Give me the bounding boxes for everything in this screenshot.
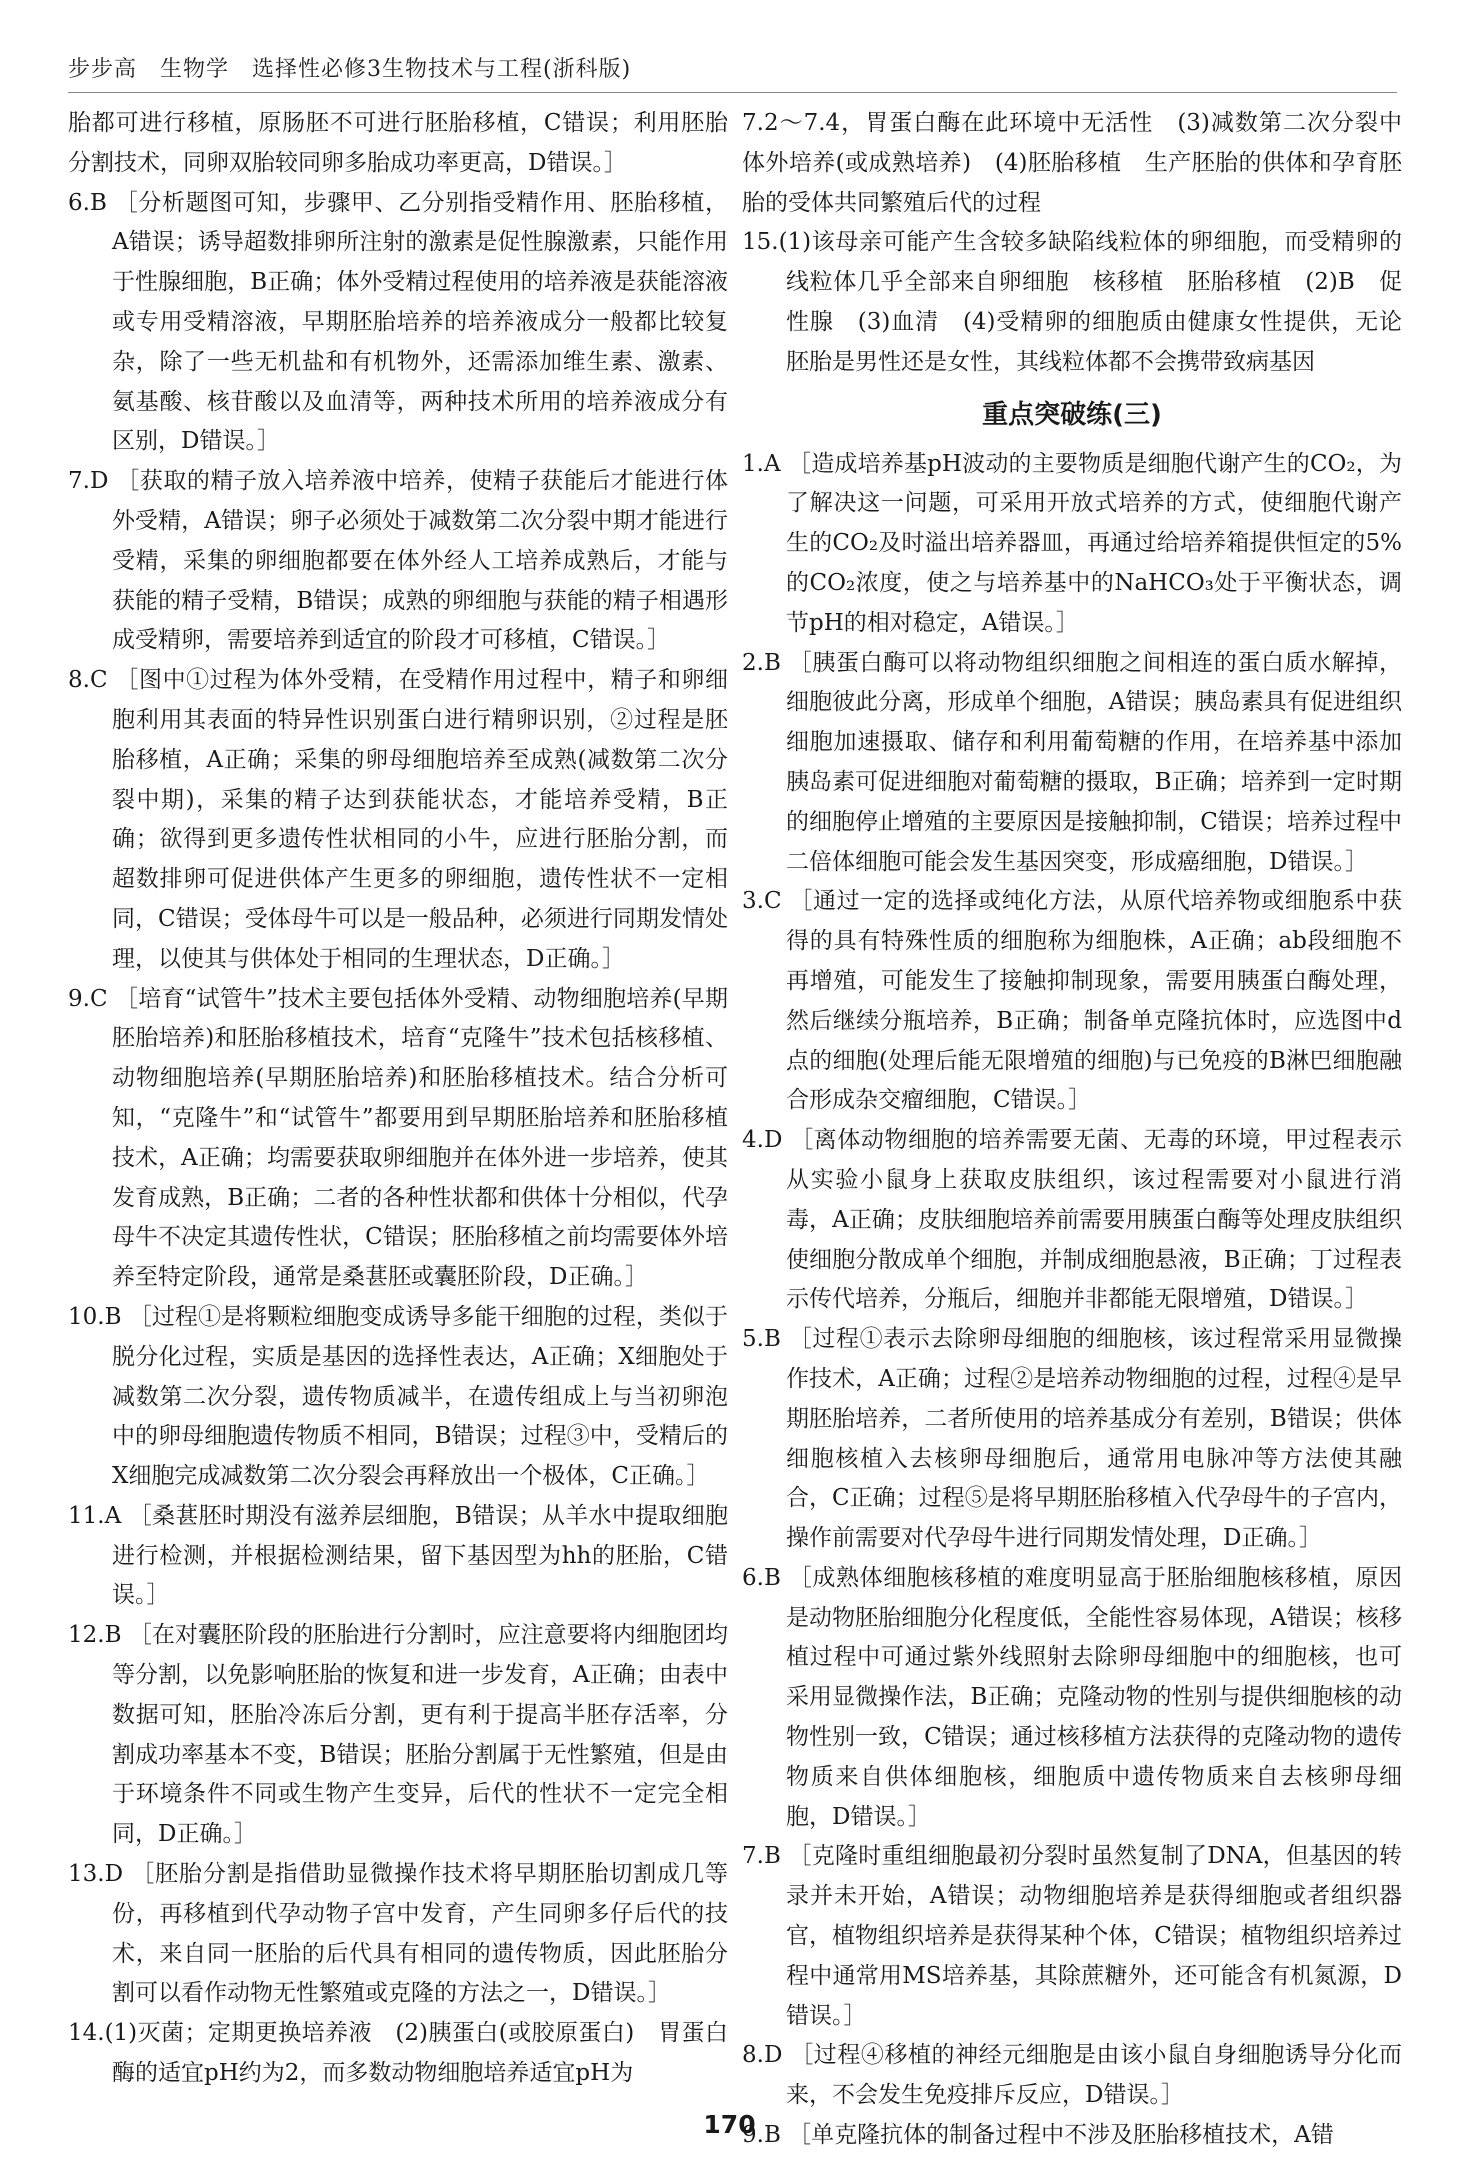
answer-item: 9.B ［单克隆抗体的制备过程中不涉及胚胎移植技术，A错 [742,2122,1334,2149]
answer-item: 8.C ［图中①过程为体外受精，在受精作用过程中，精子和卵细胞利用其表面的特异性识别蛋白进行精卵识别，②过程是胚胎移植，A正确；采集的卵母细胞培养至成熟(减数第二次分裂中期)，采集的精子达到获能状态，才能培养受精，B正确；欲得到更多遗传性状相同的小牛，应进行胚胎分割，而超数排卵可促进供体产生更多的卵细胞，遗传性状不一定相同，C错误；受体母牛可以是一般品种，必须进行同期发情处理，以使其与供体处于相同的生理状态，D正确。］ [68,667,728,972]
answer-item: 7.D ［获取的精子放入培养液中培养，使精子获能后才能进行体外受精，A错误；卵子必须处于减数第二次分裂中期才能进行受精，采集的卵细胞都要在体外经人工培养成熟后，才能与获能的精子受精，B错误；成熟的卵细胞与获能的精子相遇形成受精卵，需要培养到适宜的阶段才可移植，C错误。］ [68,468,728,654]
answer-item: 7.B ［克隆时重组细胞最初分裂时虽然复制了DNA，但基因的转录并未开始，A错误；动物细胞培养是获得细胞或者组织器官，植物组织培养是获得某种个体，C错误；植物组织培养过程中通常用MS培养基，其除蔗糖外，还可能含有机氮源，D错误。］ [742,1843,1402,2029]
answer-item: 14.(1)灭菌；定期更换培养液 (2)胰蛋白(或胶原蛋白) 胃蛋白酶的适宜pH约为2，而多数动物细胞培养适宜pH为 [68,2020,728,2087]
answer-item: 2.B ［胰蛋白酶可以将动物组织细胞之间相连的蛋白质水解掉，细胞彼此分离，形成单个细胞，A错误；胰岛素具有促进组织细胞加速摄取、储存和利用葡萄糖的作用，在培养基中添加胰岛素可促进细胞对葡萄糖的摄取，B正确；培养到一定时期的细胞停止增殖的主要原因是接触抑制，C错误；培养过程中二倍体细胞可能会发生基因突变，形成癌细胞，D错误。］ [742,649,1402,875]
continued-answer-text: 胎都可进行移植，原肠胚不可进行胚胎移植，C错误；利用胚胎分割技术，同卵双胎较同卵多胎成功率更高，D错误。］ [68,110,728,176]
answer-item: 1.A ［造成培养基pH波动的主要物质是细胞代谢产生的CO₂，为了解决这一问题，可采用开放式培养的方式，使细胞代谢产生的CO₂及时溢出培养器皿，再通过给培养箱提供恒定的5%的CO₂浓度，使之与培养基中的NaHCO₃处于平衡状态，调节pH的相对稳定，A错误。］ [742,450,1402,636]
answer-item: 9.C ［培育“试管牛”技术主要包括体外受精、动物细胞培养(早期胚胎培养)和胚胎移植技术，培育“克隆牛”技术包括核移植、动物细胞培养(早期胚胎培养)和胚胎移植技术。结合分析可知，“克隆牛”和“试管牛”都要用到早期胚胎培养和胚胎移植技术，A正确；均需要获取卵细胞并在体外进一步培养，使其发育成熟，B正确；二者的各种性状都和供体十分相似，代孕母牛不决定其遗传性状，C错误；胚胎移植之前均需要体外培养至特定阶段，通常是桑葚胚或囊胚阶段，D正确。］ [68,985,728,1291]
answer-item: 12.B ［在对囊胚阶段的胚胎进行分割时，应注意要将内细胞团均等分割，以免影响胚胎的恢复和进一步发育，A正确；由表中数据可知，胚胎冷冻后分割，更有利于提高半胚存活率，分割成功率基本不变，B错误；胚胎分割属于无性繁殖，但是由于环境条件不同或生物产生变异，后代的性状不一定完全相同，D正确。］ [68,1622,728,1848]
answer-item: 3.C ［通过一定的选择或纯化方法，从原代培养物或细胞系中获得的具有特殊性质的细胞称为细胞株，A正确；ab段细胞不再增殖，可能发生了接触抑制现象，需要用胰蛋白酶处理，然后继续分瓶培养，B正确；制备单克隆抗体时，应选图中d点的细胞(处理后能无限增殖的细胞)与已免疫的B淋巴细胞融合形成杂交瘤细胞，C错误。］ [742,888,1402,1114]
answer-item: 4.D ［离体动物细胞的培养需要无菌、无毒的环境，甲过程表示从实验小鼠身上获取皮肤组织，该过程需要对小鼠进行消毒，A正确；皮肤细胞培养前需要用胰蛋白酶等处理皮肤组织使细胞分散成单个细胞，并制成细胞悬液，B正确；丁过程表示传代培养，分瓶后，细胞并非都能无限增殖，D错误。］ [742,1127,1402,1313]
running-header: 步步高 生物学 选择性必修3生物技术与工程(浙科版) [68,57,632,82]
right-column [742,104,1425,2156]
header-rule [68,92,1397,93]
section-title: 重点突破练(三) [982,399,1162,430]
answer-item: 8.D ［过程④移植的神经元细胞是由该小鼠自身细胞诱导分化而来，不会发生免疫排斥反应，D错误。］ [742,2042,1402,2109]
right-column-top [742,104,1425,383]
left-column [68,104,728,2094]
continued-answer-text: 7.2～7.4，胃蛋白酶在此环境中无活性 (3)减数第二次分裂中 体外培养(或成熟培养) (4)胚胎移植 生产胚胎的供体和孕育胚胎的受体共同繁殖后代的过程 [742,110,1425,216]
answer-item: 5.B ［过程①表示去除卵母细胞的细胞核，该过程常采用显微操作技术，A正确；过程②是培养动物细胞的过程，过程④是早期胚胎培养，二者所使用的培养基成分有差别，B错误；供体细胞核植入去核卵母细胞后，通常用电脉冲等方法使其融合，C正确；过程⑤是将早期胚胎移植入代孕母牛的子宫内，操作前需要对代孕母牛进行同期发情处理，D正确。］ [742,1326,1402,1552]
right-column-bottom [742,445,1402,2156]
answer-item: 6.B ［成熟体细胞核移植的难度明显高于胚胎细胞核移植，原因是动物胚胎细胞分化程度低，全能性容易体现，A错误；核移植过程中可通过紫外线照射去除卵母细胞中的细胞核，也可采用显微操作法，B正确；克隆动物的性别与提供细胞核的动物性别一致，C错误；通过核移植方法获得的克隆动物的遗传物质来自供体细胞核，细胞质中遗传物质来自去核卵母细胞，D错误。］ [742,1564,1402,1830]
answer-item: 15.(1)该母亲可能产生含较多缺陷线粒体的卵细胞，而受精卵的线粒体几乎全部来自卵细胞 核移植 胚胎移植 (2)B 促性腺 (3)血清 (4)受精卵的细胞质由健康女性提供，无论胚胎是男性还是女性，其线粒体都不会携带致病基因 [742,229,1402,375]
page-number: 170 [703,2110,756,2139]
answer-item: 11.A ［桑葚胚时期没有滋养层细胞，B错误；从羊水中提取细胞进行检测，并根据检测结果，留下基因型为hh的胚胎，C错误。］ [68,1502,728,1609]
answer-item: 13.D ［胚胎分割是指借助显微操作技术将早期胚胎切割成几等份，再移植到代孕动物子宫中发育，产生同卵多仔后代的技术，来自同一胚胎的后代具有相同的遗传物质，因此胚胎分割可以看作动物无性繁殖或克隆的方法之一，D错误。］ [68,1861,728,2007]
answer-item: 10.B ［过程①是将颗粒细胞变成诱导多能干细胞的过程，类似于脱分化过程，实质是基因的选择性表达，A正确；X细胞处于减数第二次分裂，遗传物质减半，在遗传组成上与当初卵泡中的卵母细胞遗传物质不相同，B错误；过程③中，受精后的X细胞完成减数第二次分裂会再释放出一个极体，C正确。］ [68,1303,728,1490]
answer-item: 6.B ［分析题图可知，步骤甲、乙分别指受精作用、胚胎移植，A错误；诱导超数排卵所注射的激素是促性腺激素，只能作用于性腺细胞，B正确；体外受精过程使用的培养液是获能溶液或专用受精溶液，早期胚胎培养的培养液成分一般都比较复杂，除了一些无机盐和有机物外，还需添加维生素、激素、氨基酸、核苷酸以及血清等，两种技术所用的培养液成分有区别，D错误。］ [68,189,728,455]
